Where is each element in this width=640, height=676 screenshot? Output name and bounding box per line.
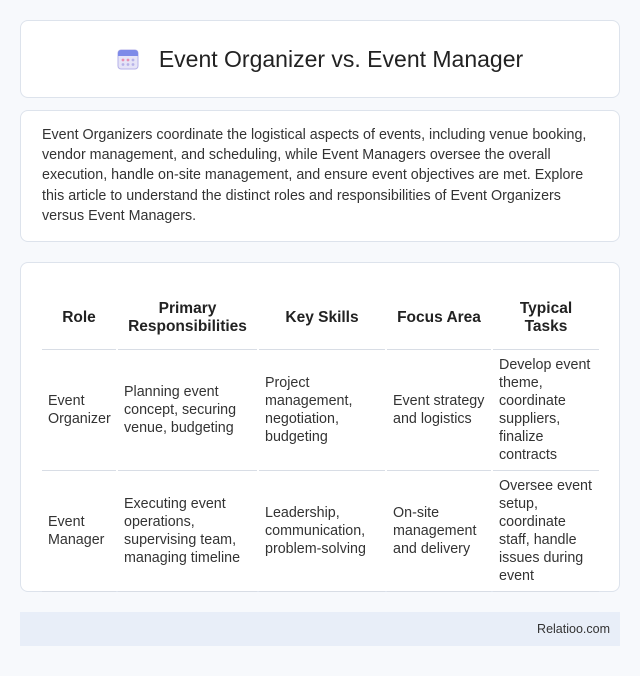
column-header: Role — [42, 287, 116, 350]
table-cell: Event Manager — [42, 471, 116, 592]
intro-paragraph: Event Organizers coordinate the logistical aspects of events, including venue booking, vendor management, and scheduling, while Event Managers oversee the overall execution, handle on-site management, and ensure event objectives are met. Explore this article to understand the distinct roles and responsibilities of Event Organizers versus Event Managers. — [42, 127, 587, 224]
table-cell: Executing event operations, supervising team, managing timeline — [118, 471, 257, 592]
table-row — [42, 471, 599, 592]
footer — [20, 612, 620, 646]
table-cell: Oversee event setup, coordinate staff, handle issues during event — [493, 471, 599, 592]
table-header-row — [42, 287, 599, 350]
page-title: Event Organizer vs. Event Manager — [158, 45, 524, 72]
calendar-icon — [117, 48, 139, 70]
header-card — [20, 20, 620, 98]
table-cell: Leadership, communication, problem-solving — [259, 471, 385, 592]
intro-card — [20, 110, 620, 242]
column-header: Typical Tasks — [493, 287, 599, 350]
table-row — [42, 350, 599, 471]
comparison-table — [40, 287, 601, 592]
table-cell: Project management, negotiation, budgeting — [259, 350, 385, 471]
table-cell: Event Organizer — [42, 350, 116, 471]
table-cell: Planning event concept, securing venue, budgeting — [118, 350, 257, 471]
column-header: Focus Area — [387, 287, 491, 350]
column-header: Primary Responsibilities — [118, 287, 257, 350]
comparison-table-card — [20, 262, 620, 592]
table-cell: On-site management and delivery — [387, 471, 491, 592]
column-header: Key Skills — [259, 287, 385, 350]
footer-source: Relatioo.com — [537, 622, 610, 636]
table-cell: Event strategy and logistics — [387, 350, 491, 471]
table-cell: Develop event theme, coordinate suppliers, finalize contracts — [493, 350, 599, 471]
